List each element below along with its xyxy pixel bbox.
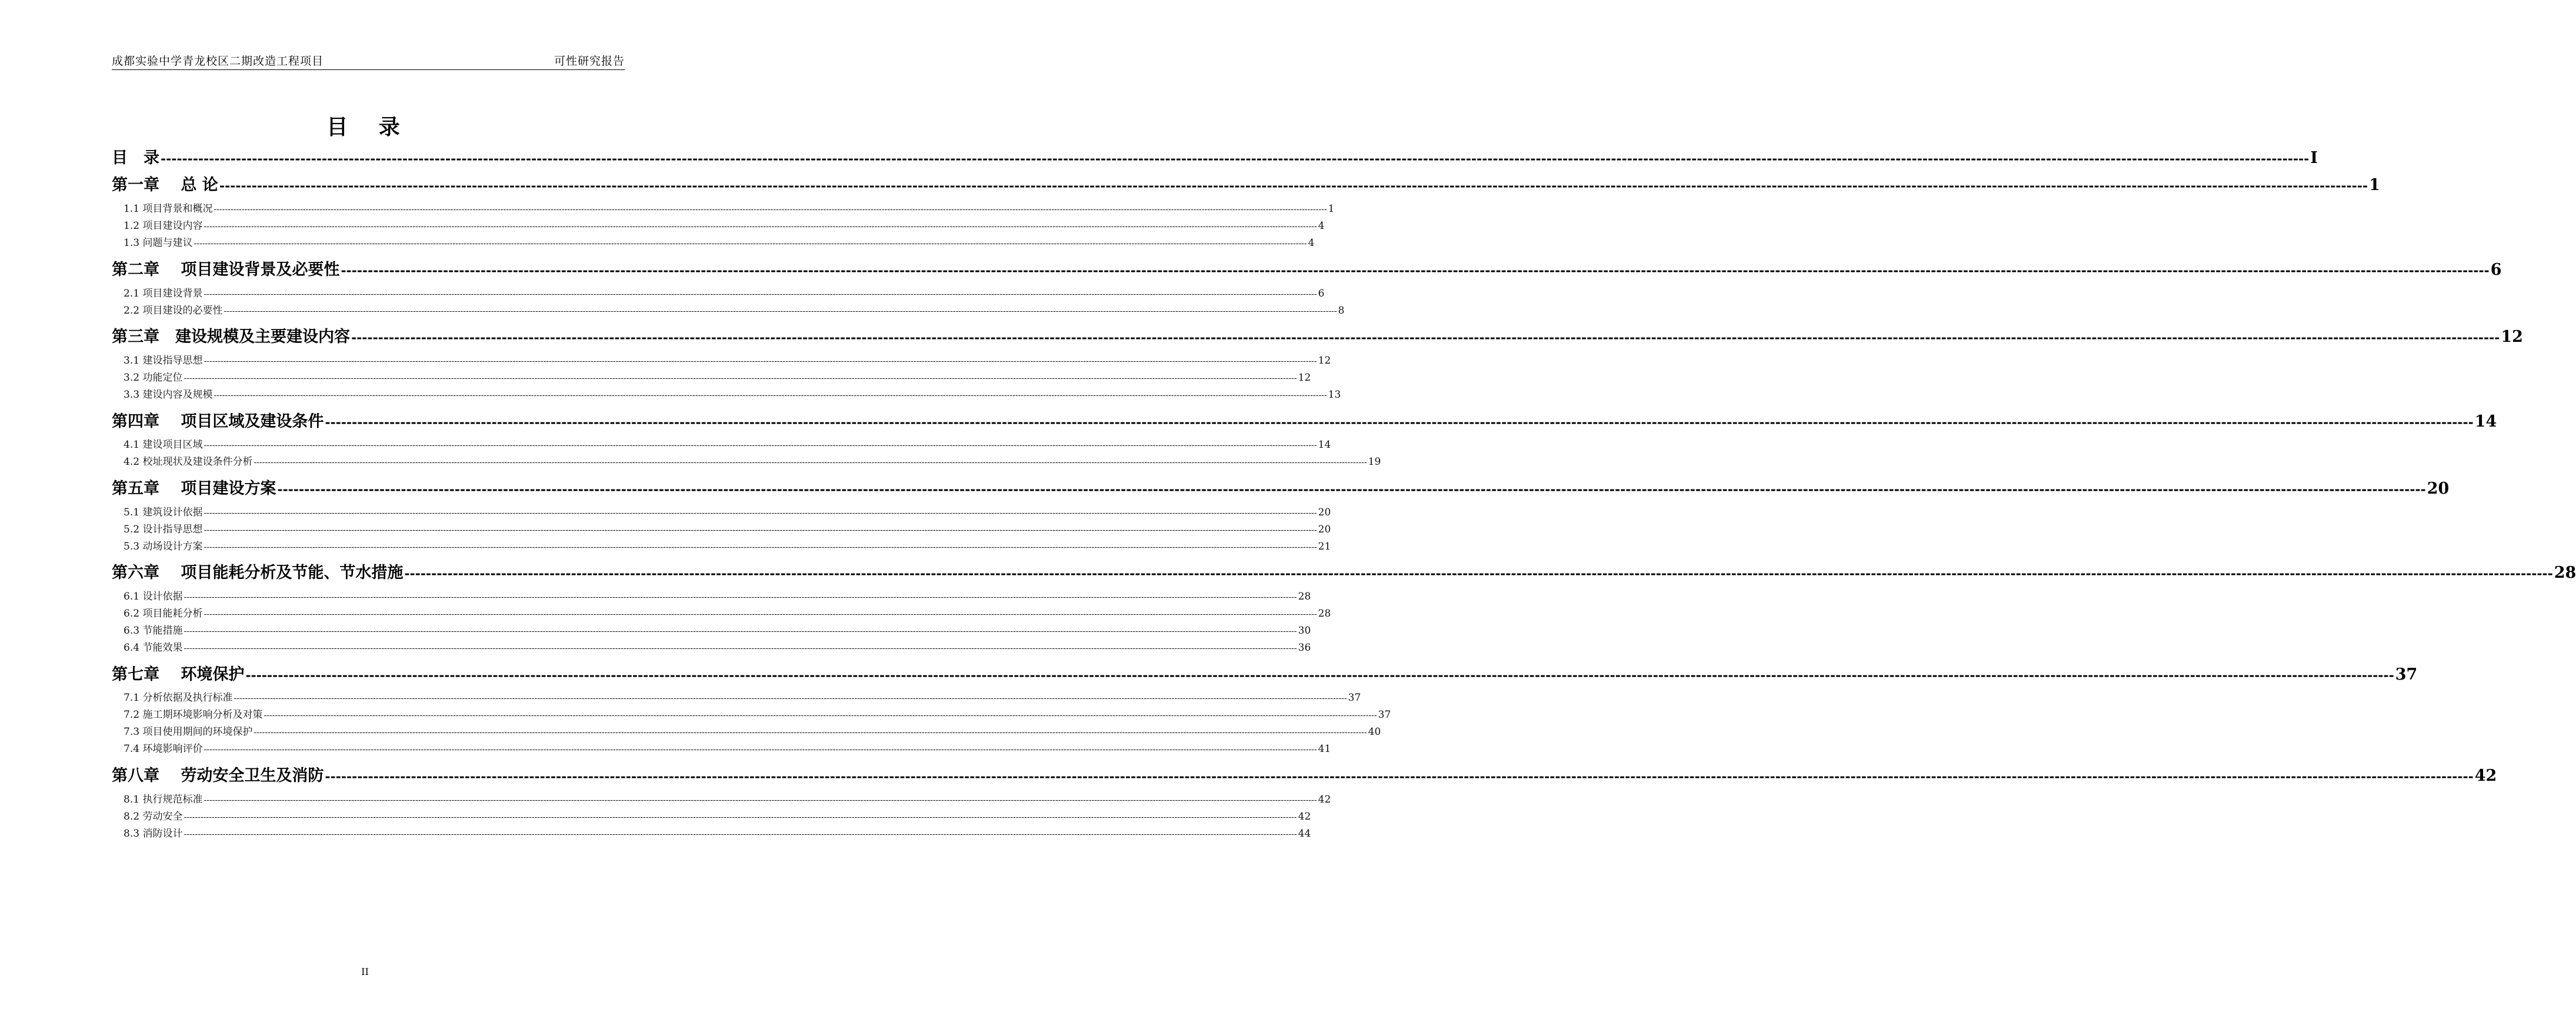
toc-leader-dots: ----------------------------------------------------------------------------------------------------------------------------------------------------------------------------------------------------------------------------------------------------------------------------------------------------------------------------------------------------------------------------------------------------------------: [404, 566, 2553, 581]
toc-entry-page: 42: [1298, 811, 1311, 823]
toc-leader-dots: ----------------------------------------------------------------------------------------------------------------------------------------------------------------------------------------------------------------------------------------------------------------------------------------------------------------------------------------------------------------------------------------------------------------: [161, 151, 2310, 167]
toc-leader-dots: ----------------------------------------------------------------------------------------------------------------------------------------------------------------------------------------------------------------------------------------------------------------------------------------------------------------------------------------------------------------------------------------------------------------: [234, 694, 1347, 703]
toc-leader-dots: ----------------------------------------------------------------------------------------------------------------------------------------------------------------------------------------------------------------------------------------------------------------------------------------------------------------------------------------------------------------------------------------------------------------: [204, 441, 1317, 450]
toc-entry-label: 6.3 节能措施: [124, 625, 183, 637]
toc-leader-dots: ----------------------------------------------------------------------------------------------------------------------------------------------------------------------------------------------------------------------------------------------------------------------------------------------------------------------------------------------------------------------------------------------------------------: [204, 795, 1317, 805]
toc-entry-page: 28: [1318, 608, 1331, 620]
toc-entry-page: 4: [1308, 237, 1315, 249]
toc-chapter-entry[interactable]: [112, 475, 2450, 498]
toc-leader-dots: ----------------------------------------------------------------------------------------------------------------------------------------------------------------------------------------------------------------------------------------------------------------------------------------------------------------------------------------------------------------------------------------------------------------: [204, 610, 1317, 619]
toc-entry-page: 28: [2554, 564, 2576, 582]
toc-chapter-entry[interactable]: [112, 661, 2418, 684]
toc-entry-label: 5.1 建筑设计依据: [124, 507, 203, 518]
toc-entry-page: 14: [2474, 412, 2497, 431]
toc-entry-label: 6.1 设计依据: [124, 591, 183, 602]
toc-entry-page: 6: [1318, 288, 1325, 299]
toc-section-entry[interactable]: [124, 352, 1331, 367]
toc-section-entry[interactable]: [124, 723, 1381, 738]
toc-chapter-entry[interactable]: [112, 145, 2318, 167]
toc-entry-page: 42: [1318, 794, 1331, 805]
toc-section-entry[interactable]: [124, 808, 1311, 823]
toc-entry-label: 目 录: [112, 149, 159, 167]
toc-entry-label: 7.1 分析依据及执行标准: [124, 692, 233, 704]
toc-chapter-entry[interactable]: [112, 763, 2497, 785]
toc-section-entry[interactable]: [124, 453, 1381, 468]
toc-section-entry[interactable]: [124, 622, 1311, 637]
toc-entry-page: 28: [1298, 591, 1311, 602]
toc-section-entry[interactable]: [124, 706, 1391, 721]
toc-section-entry[interactable]: [124, 521, 1331, 535]
toc-chapter-entry[interactable]: [112, 408, 2497, 431]
toc-leader-dots: ----------------------------------------------------------------------------------------------------------------------------------------------------------------------------------------------------------------------------------------------------------------------------------------------------------------------------------------------------------------------------------------------------------------: [184, 627, 1297, 636]
header-report-type: 可性研究报告: [554, 55, 625, 68]
toc-leader-dots: ----------------------------------------------------------------------------------------------------------------------------------------------------------------------------------------------------------------------------------------------------------------------------------------------------------------------------------------------------------------------------------------------------------------: [204, 525, 1317, 535]
toc-entry-label: 3.2 功能定位: [124, 372, 183, 384]
toc-leader-dots: ----------------------------------------------------------------------------------------------------------------------------------------------------------------------------------------------------------------------------------------------------------------------------------------------------------------------------------------------------------------------------------------------------------------: [204, 289, 1317, 299]
toc-entry-label: 第三章 建设规模及主要建设内容: [112, 328, 350, 346]
toc-leader-dots: ----------------------------------------------------------------------------------------------------------------------------------------------------------------------------------------------------------------------------------------------------------------------------------------------------------------------------------------------------------------------------------------------------------------: [245, 668, 2394, 683]
toc-leader-dots: ----------------------------------------------------------------------------------------------------------------------------------------------------------------------------------------------------------------------------------------------------------------------------------------------------------------------------------------------------------------------------------------------------------------: [224, 307, 1337, 316]
toc-entry-page: 19: [1368, 456, 1381, 468]
toc-entry-page: 13: [1328, 389, 1341, 401]
toc-entry-label: 6.2 项目能耗分析: [124, 608, 203, 620]
toc-entry-label: 8.3 消防设计: [124, 828, 183, 840]
page-header: [112, 53, 625, 70]
toc-entry-page: 37: [1348, 692, 1361, 704]
toc-leader-dots: ----------------------------------------------------------------------------------------------------------------------------------------------------------------------------------------------------------------------------------------------------------------------------------------------------------------------------------------------------------------------------------------------------------------: [204, 357, 1317, 366]
toc-leader-dots: ----------------------------------------------------------------------------------------------------------------------------------------------------------------------------------------------------------------------------------------------------------------------------------------------------------------------------------------------------------------------------------------------------------------: [219, 178, 2368, 194]
toc-leader-dots: ----------------------------------------------------------------------------------------------------------------------------------------------------------------------------------------------------------------------------------------------------------------------------------------------------------------------------------------------------------------------------------------------------------------: [184, 374, 1297, 383]
toc-entry-page: 36: [1298, 642, 1311, 654]
toc-section-entry[interactable]: [124, 217, 1325, 232]
toc-entry-label: 第五章 项目建设方案: [112, 480, 276, 498]
toc-leader-dots: ----------------------------------------------------------------------------------------------------------------------------------------------------------------------------------------------------------------------------------------------------------------------------------------------------------------------------------------------------------------------------------------------------------------: [204, 222, 1317, 231]
toc-entry-page: 1: [2369, 176, 2380, 194]
toc-section-entry[interactable]: [124, 588, 1311, 602]
toc-leader-dots: ----------------------------------------------------------------------------------------------------------------------------------------------------------------------------------------------------------------------------------------------------------------------------------------------------------------------------------------------------------------------------------------------------------------: [184, 644, 1297, 653]
toc-section-entry[interactable]: [124, 436, 1331, 451]
toc-entry-label: 5.3 动场设计方案: [124, 541, 203, 552]
toc-section-entry[interactable]: [124, 639, 1311, 654]
toc-leader-dots: ----------------------------------------------------------------------------------------------------------------------------------------------------------------------------------------------------------------------------------------------------------------------------------------------------------------------------------------------------------------------------------------------------------------: [214, 205, 1327, 214]
toc-section-entry[interactable]: [124, 234, 1315, 249]
toc-entry-page: 40: [1368, 726, 1381, 738]
toc-entry-label: 5.2 设计指导思想: [124, 524, 203, 535]
toc-entry-page: 37: [1378, 709, 1391, 721]
toc-chapter-entry[interactable]: [112, 172, 2380, 194]
toc-entry-label: 6.4 节能效果: [124, 642, 183, 654]
toc-entry-label: 8.2 劳动安全: [124, 811, 183, 823]
toc-section-entry[interactable]: [124, 285, 1325, 299]
toc-leader-dots: ----------------------------------------------------------------------------------------------------------------------------------------------------------------------------------------------------------------------------------------------------------------------------------------------------------------------------------------------------------------------------------------------------------------: [184, 592, 1297, 602]
toc-entry-label: 1.3 问题与建议: [124, 237, 193, 249]
toc-entry-page: 44: [1298, 828, 1311, 840]
toc-entry-page: I: [2310, 149, 2318, 167]
toc-entry-page: 20: [1318, 524, 1331, 535]
toc-entry-page: 41: [1318, 743, 1331, 755]
toc-entry-page: 8: [1338, 305, 1345, 317]
toc-entry-label: 第八章 劳动安全卫生及消防: [112, 767, 324, 785]
toc-leader-dots: ----------------------------------------------------------------------------------------------------------------------------------------------------------------------------------------------------------------------------------------------------------------------------------------------------------------------------------------------------------------------------------------------------------------: [214, 391, 1327, 400]
toc-entry-label: 2.1 项目建设背景: [124, 288, 203, 299]
toc-entry-page: 20: [1318, 507, 1331, 518]
toc-entry-page: 20: [2427, 480, 2450, 498]
toc-entry-page: 30: [1298, 625, 1311, 637]
toc-leader-dots: ----------------------------------------------------------------------------------------------------------------------------------------------------------------------------------------------------------------------------------------------------------------------------------------------------------------------------------------------------------------------------------------------------------------: [254, 728, 1367, 737]
toc-section-entry[interactable]: [124, 605, 1331, 620]
toc-entry-label: 第四章 项目区域及建设条件: [112, 412, 324, 431]
toc-entry-page: 37: [2395, 665, 2418, 684]
toc-entry-page: 12: [2501, 328, 2523, 346]
toc-leader-dots: ----------------------------------------------------------------------------------------------------------------------------------------------------------------------------------------------------------------------------------------------------------------------------------------------------------------------------------------------------------------------------------------------------------------: [277, 482, 2426, 497]
toc-entry-page: 21: [1318, 541, 1331, 552]
toc-leader-dots: ----------------------------------------------------------------------------------------------------------------------------------------------------------------------------------------------------------------------------------------------------------------------------------------------------------------------------------------------------------------------------------------------------------------: [325, 415, 2474, 430]
toc-entry-page: 14: [1318, 439, 1331, 451]
toc-entry-label: 1.1 项目背景和概况: [124, 203, 213, 215]
toc-chapter-entry[interactable]: [112, 324, 2523, 346]
toc-entry-label: 第一章 总 论: [112, 176, 218, 194]
toc-leader-dots: ----------------------------------------------------------------------------------------------------------------------------------------------------------------------------------------------------------------------------------------------------------------------------------------------------------------------------------------------------------------------------------------------------------------: [325, 769, 2474, 784]
toc-section-entry[interactable]: [124, 369, 1311, 384]
toc-title: 目 录: [326, 115, 404, 139]
toc-entry-label: 3.3 建设内容及规模: [124, 389, 213, 401]
toc-leader-dots: ----------------------------------------------------------------------------------------------------------------------------------------------------------------------------------------------------------------------------------------------------------------------------------------------------------------------------------------------------------------------------------------------------------------: [184, 830, 1297, 839]
toc-entry-label: 7.4 环境影响评价: [124, 743, 203, 755]
toc-leader-dots: ----------------------------------------------------------------------------------------------------------------------------------------------------------------------------------------------------------------------------------------------------------------------------------------------------------------------------------------------------------------------------------------------------------------: [194, 239, 1307, 248]
toc-entry-label: 2.2 项目建设的必要性: [124, 305, 223, 317]
toc-entry-label: 3.1 建设指导思想: [124, 355, 203, 367]
toc-entry-page: 1: [1328, 203, 1335, 215]
toc-chapter-entry[interactable]: [112, 560, 2576, 582]
toc-entry-page: 4: [1318, 220, 1325, 232]
toc-section-entry[interactable]: [124, 740, 1331, 755]
header-project-name: 成都实验中学青龙校区二期改造工程项目: [112, 55, 324, 68]
page-number: II: [361, 966, 369, 977]
toc-entry-label: 8.1 执行规范标准: [124, 794, 203, 805]
toc-leader-dots: ----------------------------------------------------------------------------------------------------------------------------------------------------------------------------------------------------------------------------------------------------------------------------------------------------------------------------------------------------------------------------------------------------------------: [264, 711, 1377, 720]
toc-entry-label: 第二章 项目建设背景及必要性: [112, 261, 340, 279]
toc-section-entry[interactable]: [124, 791, 1331, 805]
toc-leader-dots: ----------------------------------------------------------------------------------------------------------------------------------------------------------------------------------------------------------------------------------------------------------------------------------------------------------------------------------------------------------------------------------------------------------------: [184, 813, 1297, 822]
toc-entry-page: 42: [2474, 767, 2497, 785]
toc-leader-dots: ----------------------------------------------------------------------------------------------------------------------------------------------------------------------------------------------------------------------------------------------------------------------------------------------------------------------------------------------------------------------------------------------------------------: [204, 745, 1317, 754]
toc-entry-page: 6: [2490, 261, 2502, 279]
toc-entry-page: 12: [1298, 372, 1311, 384]
toc-leader-dots: ----------------------------------------------------------------------------------------------------------------------------------------------------------------------------------------------------------------------------------------------------------------------------------------------------------------------------------------------------------------------------------------------------------------: [204, 508, 1317, 518]
toc-section-entry[interactable]: [124, 538, 1331, 552]
toc-section-entry[interactable]: [124, 689, 1361, 704]
toc-entry-label: 4.2 校址现状及建设条件分析: [124, 456, 253, 468]
toc-section-entry[interactable]: [124, 200, 1335, 215]
toc-leader-dots: ----------------------------------------------------------------------------------------------------------------------------------------------------------------------------------------------------------------------------------------------------------------------------------------------------------------------------------------------------------------------------------------------------------------: [254, 458, 1367, 467]
toc-entry-label: 7.2 施工期环境影响分析及对策: [124, 709, 263, 721]
toc-section-entry[interactable]: [124, 386, 1341, 401]
toc-section-entry[interactable]: [124, 825, 1311, 840]
toc-leader-dots: ----------------------------------------------------------------------------------------------------------------------------------------------------------------------------------------------------------------------------------------------------------------------------------------------------------------------------------------------------------------------------------------------------------------: [204, 542, 1317, 552]
toc-entry-label: 第七章 环境保护: [112, 665, 245, 684]
toc-chapter-entry[interactable]: [112, 257, 2502, 279]
toc-entry-label: 第六章 项目能耗分析及节能、节水措施: [112, 564, 404, 582]
toc-section-entry[interactable]: [124, 504, 1331, 518]
toc-entry-label: 1.2 项目建设内容: [124, 220, 203, 232]
toc-entry-page: 12: [1318, 355, 1331, 367]
toc-leader-dots: ----------------------------------------------------------------------------------------------------------------------------------------------------------------------------------------------------------------------------------------------------------------------------------------------------------------------------------------------------------------------------------------------------------------: [351, 330, 2500, 345]
toc-section-entry[interactable]: [124, 302, 1345, 317]
toc-entry-label: 7.3 项目使用期间的环境保护: [124, 726, 253, 738]
toc-leader-dots: ----------------------------------------------------------------------------------------------------------------------------------------------------------------------------------------------------------------------------------------------------------------------------------------------------------------------------------------------------------------------------------------------------------------: [341, 263, 2490, 278]
toc-entry-label: 4.1 建设项目区域: [124, 439, 203, 451]
